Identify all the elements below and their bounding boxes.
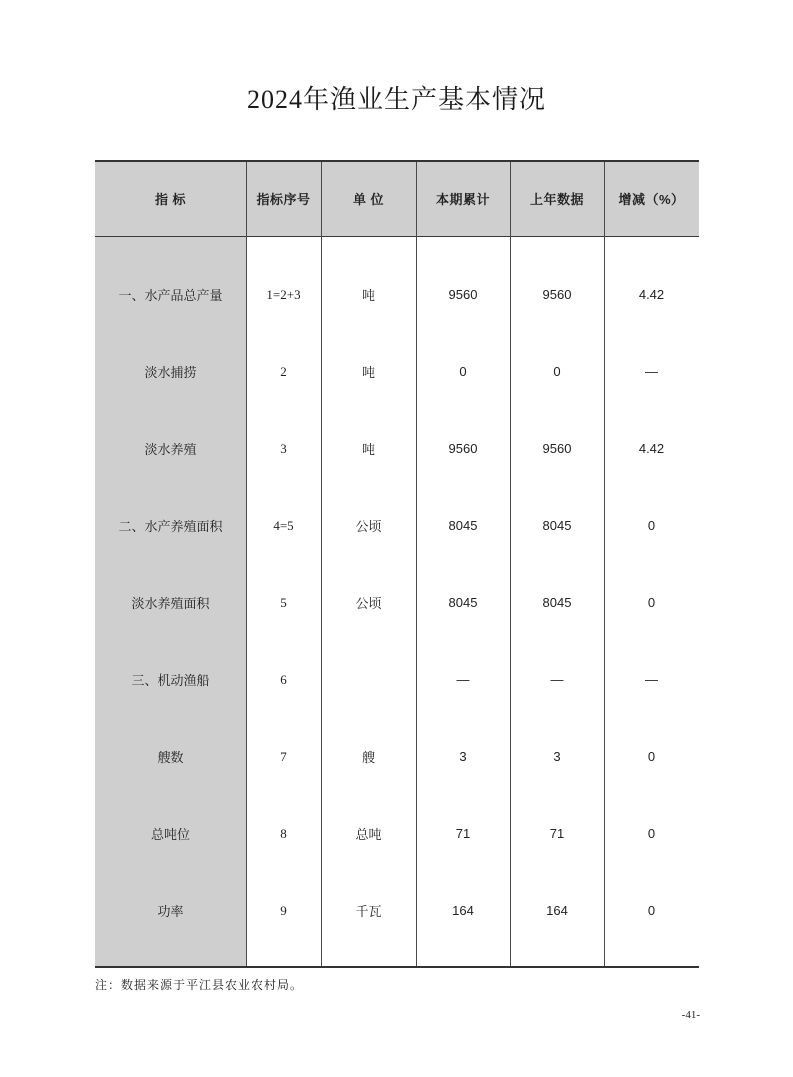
index-cell: 9 xyxy=(280,902,287,918)
previous-value-cell: 9560 xyxy=(542,441,572,456)
statistics-table xyxy=(95,160,699,968)
change-cell: — xyxy=(645,672,658,687)
unit-cell: 吨 xyxy=(361,442,375,457)
index-cell: 3 xyxy=(280,440,287,456)
change-cell: 0 xyxy=(647,518,656,533)
indicator-cell: 淡水养殖 xyxy=(144,442,197,457)
indicator-cell: 淡水养殖面积 xyxy=(131,596,210,611)
change-cell: 0 xyxy=(647,595,656,610)
unit-cell: 艘 xyxy=(361,750,375,765)
header-current: 本期累计 xyxy=(435,191,490,207)
change-cell: 0 xyxy=(647,903,656,918)
previous-value-cell: 0 xyxy=(553,364,561,379)
table-top-rule xyxy=(95,160,699,162)
unit-cell xyxy=(321,641,416,718)
header-previous: 上年数据 xyxy=(529,191,584,207)
page-title: 2024年渔业生产基本情况 xyxy=(246,85,546,114)
previous-value-cell: 9560 xyxy=(542,287,572,302)
current-value-cell: 0 xyxy=(459,364,467,379)
change-cell: — xyxy=(645,364,658,379)
change-cell: 0 xyxy=(647,749,656,764)
current-value-cell: 8045 xyxy=(448,518,478,533)
table-row xyxy=(95,410,699,487)
current-value-cell: 3 xyxy=(459,749,467,764)
index-cell: 6 xyxy=(280,671,287,687)
indicator-cell: 总吨位 xyxy=(150,827,190,842)
table-header-row xyxy=(95,160,699,237)
index-cell: 7 xyxy=(280,748,287,764)
table-body xyxy=(95,237,699,968)
unit-cell: 千瓦 xyxy=(355,904,382,919)
unit-cell: 总吨 xyxy=(355,827,382,842)
previous-value-cell: 71 xyxy=(549,826,565,841)
current-value-cell: 164 xyxy=(452,903,474,918)
previous-value-cell: 164 xyxy=(546,903,568,918)
table-row xyxy=(95,333,699,410)
table-row xyxy=(95,872,699,949)
current-value-cell: 9560 xyxy=(448,441,478,456)
current-value-cell: 9560 xyxy=(448,287,478,302)
unit-cell: 公顷 xyxy=(355,596,382,611)
indicator-cell: 三、机动渔船 xyxy=(131,673,210,688)
indicator-cell: 艘数 xyxy=(157,750,184,765)
table-row xyxy=(95,795,699,872)
change-cell: 0 xyxy=(647,826,656,841)
index-cell: 5 xyxy=(280,594,287,610)
indicator-cell: 一、水产品总产量 xyxy=(118,288,223,303)
header-indicator: 指 标 xyxy=(154,191,187,207)
header-change: 增减（%） xyxy=(618,191,685,207)
index-cell: 8 xyxy=(280,825,287,841)
current-value-cell: 71 xyxy=(455,826,471,841)
index-cell: 1=2+3 xyxy=(266,286,301,302)
column-divider xyxy=(246,160,247,968)
current-value-cell: 8045 xyxy=(448,595,478,610)
column-divider xyxy=(510,160,511,968)
page-number: -41- xyxy=(681,1009,700,1021)
table-bottom-rule xyxy=(95,966,699,968)
column-divider xyxy=(321,160,322,968)
index-cell: 4=5 xyxy=(273,517,294,533)
column-divider xyxy=(416,160,417,968)
header-index: 指标序号 xyxy=(256,191,311,207)
previous-value-cell: 8045 xyxy=(542,595,572,610)
indicator-cell: 淡水捕捞 xyxy=(144,365,197,380)
table-row xyxy=(95,641,699,718)
table-row xyxy=(95,256,699,333)
column-divider xyxy=(604,160,605,968)
change-cell: 4.42 xyxy=(638,287,665,302)
unit-cell: 吨 xyxy=(361,365,375,380)
previous-value-cell: — xyxy=(550,672,564,687)
table-row xyxy=(95,718,699,795)
table-row xyxy=(95,564,699,641)
unit-cell: 吨 xyxy=(361,288,375,303)
indicator-cell: 二、水产养殖面积 xyxy=(118,519,223,534)
previous-value-cell: 8045 xyxy=(542,518,572,533)
previous-value-cell: 3 xyxy=(553,749,561,764)
current-value-cell: — xyxy=(456,672,470,687)
source-note: 注：数据来源于平江县农业农村局。 xyxy=(95,978,304,992)
header-unit: 单 位 xyxy=(352,191,385,207)
unit-cell: 公顷 xyxy=(355,519,382,534)
indicator-cell: 功率 xyxy=(157,904,184,919)
change-cell: 4.42 xyxy=(638,441,665,456)
table-row xyxy=(95,487,699,564)
index-cell: 2 xyxy=(280,363,287,379)
